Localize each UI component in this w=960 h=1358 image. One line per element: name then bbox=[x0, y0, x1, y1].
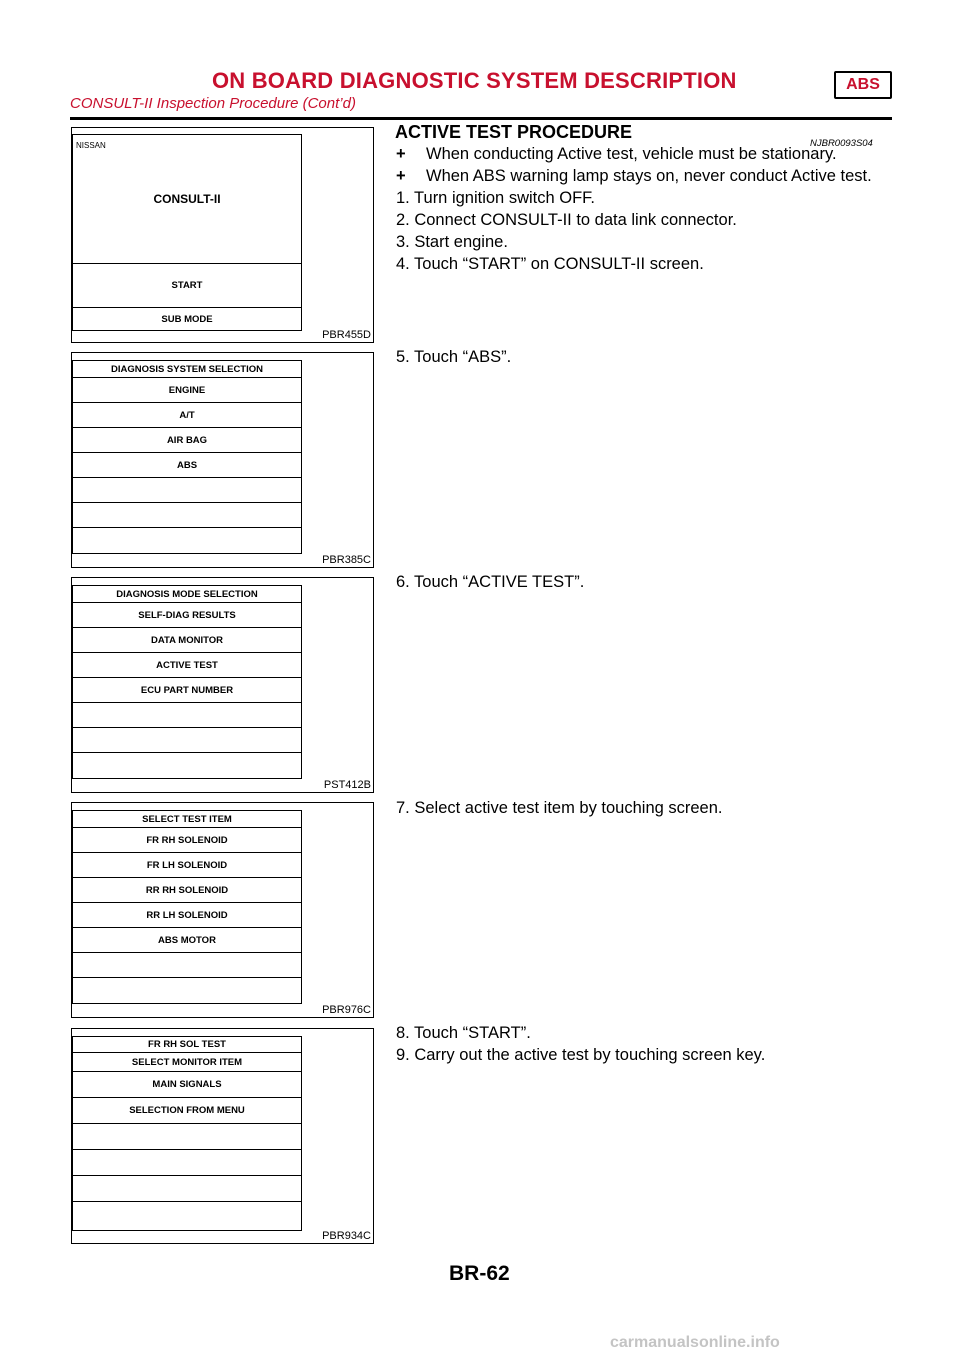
screen-test-item bbox=[72, 810, 302, 1004]
section-badge: ABS bbox=[834, 71, 892, 99]
sub-mode-button[interactable]: SUB MODE bbox=[161, 314, 213, 325]
step-1: 1. Turn ignition switch OFF. bbox=[396, 189, 595, 207]
bullet-item: + When conducting Active test, vehicle must be stationary. bbox=[396, 145, 837, 163]
watermark: carmanualsonline.info bbox=[610, 1334, 780, 1351]
bullet-icon: + bbox=[396, 167, 406, 185]
screen-header: DIAGNOSIS MODE SELECTION bbox=[73, 586, 301, 603]
step-8: 8. Touch “START”. bbox=[396, 1024, 531, 1042]
step-3: 3. Start engine. bbox=[396, 233, 508, 251]
menu-item-at[interactable]: A/T bbox=[73, 403, 301, 428]
menu-item-engine[interactable]: ENGINE bbox=[73, 378, 301, 403]
menu-item-empty bbox=[73, 1124, 301, 1150]
screen-sol-test bbox=[72, 1036, 302, 1231]
screen-header: SELECT TEST ITEM bbox=[73, 811, 301, 828]
menu-item-fr-rh-solenoid[interactable]: FR RH SOLENOID bbox=[73, 828, 301, 853]
menu-item-empty bbox=[73, 953, 301, 978]
menu-item-abs-motor[interactable]: ABS MOTOR bbox=[73, 928, 301, 953]
figure-code: PST412B bbox=[323, 779, 371, 791]
screen-header: DIAGNOSIS SYSTEM SELECTION bbox=[73, 361, 301, 378]
menu-item-empty bbox=[73, 703, 301, 728]
menu-item-empty bbox=[73, 728, 301, 753]
menu-item-empty bbox=[73, 1150, 301, 1176]
menu-item-selection-from-menu[interactable]: SELECTION FROM MENU bbox=[73, 1098, 301, 1124]
menu-item-empty bbox=[73, 978, 301, 1003]
menu-item-data-monitor[interactable]: DATA MONITOR bbox=[73, 628, 301, 653]
menu-item-empty bbox=[73, 1176, 301, 1202]
step-4: 4. Touch “START” on CONSULT-II screen. bbox=[396, 255, 704, 273]
step-7: 7. Select active test item by touching screen. bbox=[396, 799, 723, 817]
page-header-title: ON BOARD DIAGNOSTIC SYSTEM DESCRIPTION bbox=[212, 68, 737, 93]
menu-item-empty bbox=[73, 478, 301, 503]
page-header-subtitle: CONSULT-II Inspection Procedure (Cont’d) bbox=[70, 95, 356, 112]
figure-code: PBR455D bbox=[322, 329, 371, 341]
menu-item-fr-lh-solenoid[interactable]: FR LH SOLENOID bbox=[73, 853, 301, 878]
page-number: BR-62 bbox=[449, 1262, 510, 1285]
menu-item-empty bbox=[73, 528, 301, 553]
figure-code: PBR976C bbox=[322, 1004, 371, 1016]
screen-subheader: SELECT MONITOR ITEM bbox=[73, 1053, 301, 1072]
bullet-item: + When ABS warning lamp stays on, never conduct Active test. bbox=[396, 167, 872, 185]
step-9: 9. Carry out the active test by touching screen key. bbox=[396, 1046, 766, 1064]
step-6: 6. Touch “ACTIVE TEST”. bbox=[396, 573, 585, 591]
screen-title: CONSULT-II bbox=[153, 192, 221, 206]
menu-item-active-test[interactable]: ACTIVE TEST bbox=[73, 653, 301, 678]
menu-item-empty bbox=[73, 753, 301, 778]
menu-item-empty bbox=[73, 1202, 301, 1228]
section-title: ACTIVE TEST PROCEDURE bbox=[395, 122, 633, 142]
screen-header: FR RH SOL TEST bbox=[73, 1037, 301, 1053]
screen-splash bbox=[73, 135, 301, 264]
menu-item-ecu-part-number[interactable]: ECU PART NUMBER bbox=[73, 678, 301, 703]
menu-item-rr-lh-solenoid[interactable]: RR LH SOLENOID bbox=[73, 903, 301, 928]
screen-consult-start bbox=[72, 134, 302, 331]
start-button[interactable]: START bbox=[73, 264, 301, 308]
menu-item-abs[interactable]: ABS bbox=[73, 453, 301, 478]
figure-code: PBR934C bbox=[322, 1230, 371, 1242]
bullet-icon: + bbox=[396, 145, 406, 163]
step-2: 2. Connect CONSULT-II to data link connector. bbox=[396, 211, 737, 229]
menu-item-rr-rh-solenoid[interactable]: RR RH SOLENOID bbox=[73, 878, 301, 903]
section-code: NJBR0093S04 bbox=[810, 138, 873, 149]
header-divider bbox=[70, 117, 892, 120]
brand-label: NISSAN bbox=[76, 141, 106, 150]
screen-mode-selection bbox=[72, 585, 302, 779]
menu-item-air-bag[interactable]: AIR BAG bbox=[73, 428, 301, 453]
menu-item-main-signals[interactable]: MAIN SIGNALS bbox=[73, 1072, 301, 1098]
figure-code: PBR385C bbox=[322, 554, 371, 566]
menu-item-empty bbox=[73, 503, 301, 528]
screen-system-selection bbox=[72, 360, 302, 554]
step-5: 5. Touch “ABS”. bbox=[396, 348, 512, 366]
menu-item-self-diag[interactable]: SELF-DIAG RESULTS bbox=[73, 603, 301, 628]
